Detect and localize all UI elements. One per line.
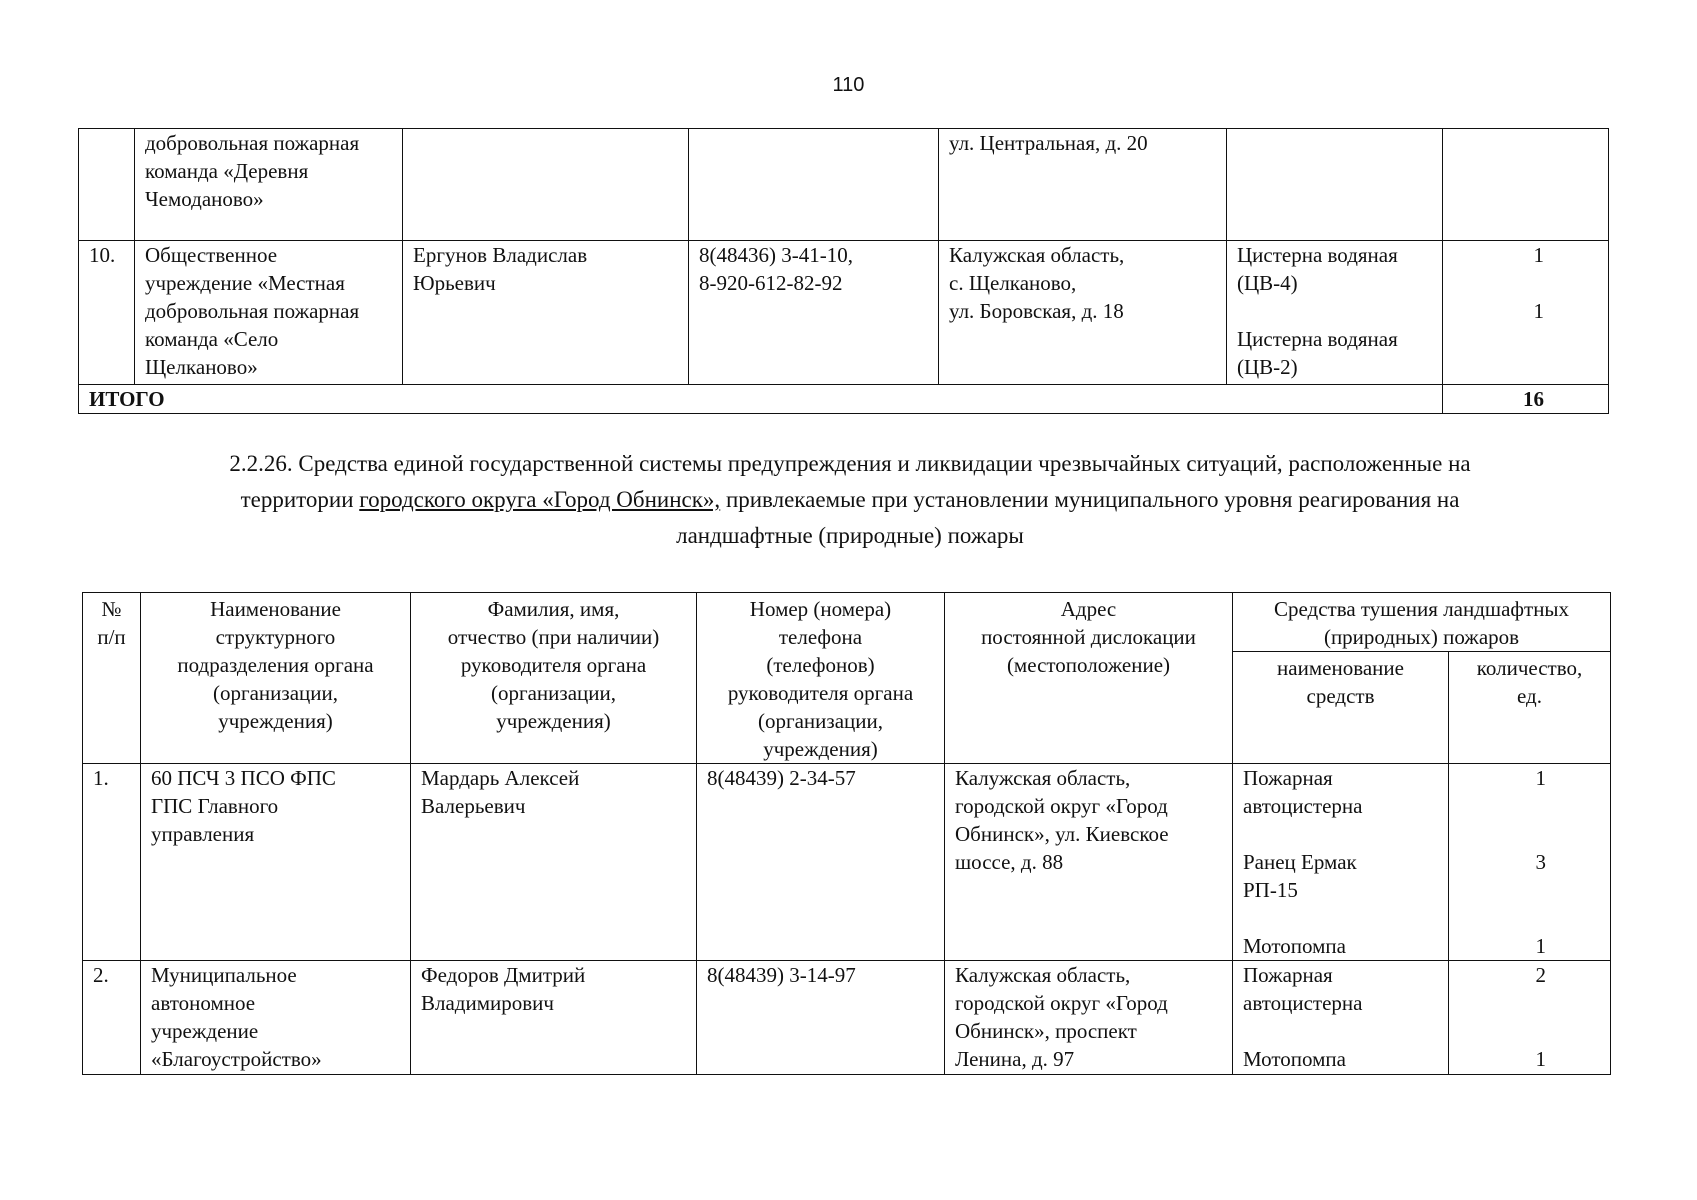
landscape-fire-means-table <box>82 592 1611 1075</box>
phone-cell: 8(48436) 3-41-10, 8-920-612-82-92 <box>689 241 939 385</box>
header-organization: Наименование структурного подразделения органа (организации, учреждения) <box>141 593 411 764</box>
head-name-cell: Ергунов Владислав Юрьевич <box>403 241 689 385</box>
phone-cell <box>689 129 939 241</box>
means-qty-cell: 1 3 1 <box>1449 764 1611 961</box>
header-means-name: наименование средств <box>1233 652 1449 764</box>
row-number-cell: 10. <box>79 241 135 385</box>
header-num: № п/п <box>83 593 141 764</box>
table-header-row <box>83 593 1611 652</box>
means-name-cell <box>1227 129 1443 241</box>
header-address: Адрес постоянной дислокации (местоположение) <box>945 593 1233 764</box>
address-cell: Калужская область, с. Щелканово, ул. Боровская, д. 18 <box>939 241 1227 385</box>
address-cell: Калужская область, городской округ «Город Обнинск», проспект Ленина, д. 97 <box>945 961 1233 1075</box>
phone-cell: 8(48439) 2-34-57 <box>697 764 945 961</box>
head-name-cell: Мардарь Алексей Валерьевич <box>411 764 697 961</box>
page-number: 110 <box>832 74 865 96</box>
header-means-qty: количество, ед. <box>1449 652 1611 764</box>
address-cell: ул. Центральная, д. 20 <box>939 129 1227 241</box>
row-number-cell: 2. <box>83 961 141 1075</box>
means-qty-cell <box>1443 129 1609 241</box>
header-head-name: Фамилия, имя, отчество (при наличии) руководителя органа (организации, учреждения) <box>411 593 697 764</box>
phone-cell: 8(48439) 3-14-97 <box>697 961 945 1075</box>
header-phone: Номер (номера) телефона (телефонов) руководителя органа (организации, учреждения) <box>697 593 945 764</box>
row-number-cell: 1. <box>83 764 141 961</box>
total-row <box>79 385 1609 414</box>
header-means: Средства тушения ландшафтных (природных) пожаров <box>1233 593 1611 652</box>
section-heading: 2.2.26. Средства единой государственной системы предупреждения и ликвидации чрезвычайных ситуаций, расположенные на территории городского округа «Город Обнинск», привлекаемые при установлении муниципального уровня реагирования на ландшафтные (природные) пожары <box>229 451 1471 548</box>
means-qty-cell: 2 1 <box>1449 961 1611 1075</box>
table-row <box>83 961 1611 1075</box>
address-cell: Калужская область, городской округ «Город Обнинск», ул. Киевское шоссе, д. 88 <box>945 764 1233 961</box>
row-number-cell <box>79 129 135 241</box>
table-row <box>79 129 1609 241</box>
means-name-cell: Цистерна водяная (ЦВ-4) Цистерна водяная (ЦВ-2) <box>1227 241 1443 385</box>
organization-name-cell: 60 ПСЧ 3 ПСО ФПС ГПС Главного управления <box>141 764 411 961</box>
table-row <box>79 241 1609 385</box>
organization-name-cell: Муниципальное автономное учреждение «Благоустройство» <box>141 961 411 1075</box>
head-name-cell: Федоров Дмитрий Владимирович <box>411 961 697 1075</box>
organization-name-cell: добровольная пожарная команда «Деревня Чемоданово» <box>135 129 403 241</box>
means-qty-cell: 1 1 <box>1443 241 1609 385</box>
head-name-cell <box>403 129 689 241</box>
table-row <box>83 764 1611 961</box>
means-name-cell: Пожарная автоцистерна Ранец Ермак РП-15 Мотопомпа <box>1233 764 1449 961</box>
means-name-cell: Пожарная автоцистерна Мотопомпа <box>1233 961 1449 1075</box>
fire-teams-table-continued <box>78 128 1609 414</box>
total-value: 16 <box>1443 385 1609 414</box>
organization-name-cell: Общественное учреждение «Местная добровольная пожарная команда «Село Щелканово» <box>135 241 403 385</box>
total-label: ИТОГО <box>79 385 1443 414</box>
